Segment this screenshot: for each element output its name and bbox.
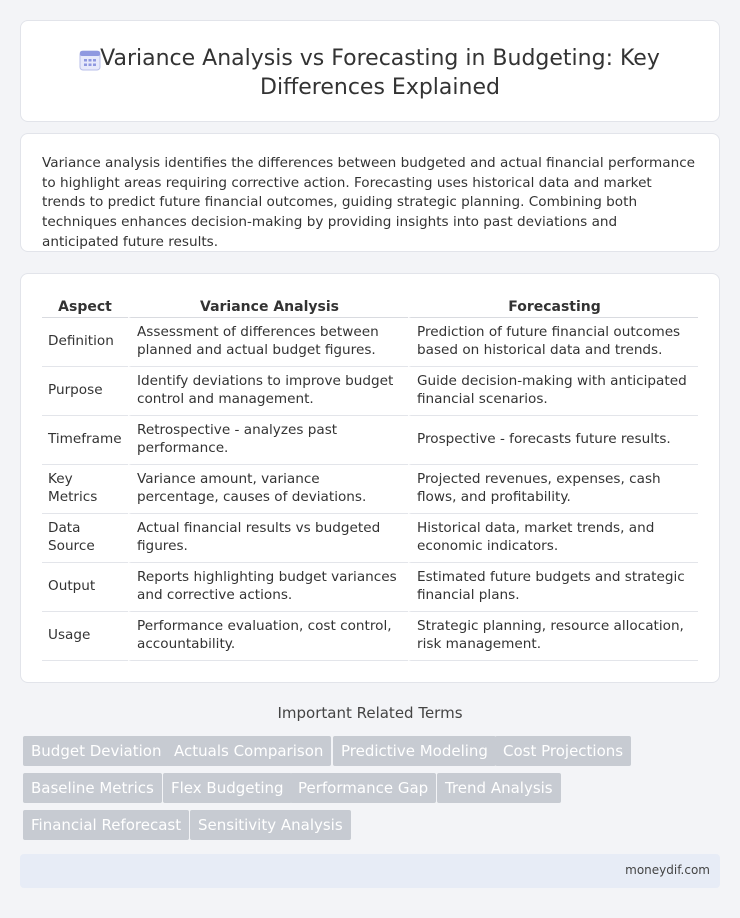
cell-variance: Assessment of differences between planned and actual budget figures. [128, 318, 408, 367]
related-term-chip[interactable]: Cost Projections [495, 736, 631, 766]
cell-forecasting: Estimated future budgets and strategic financial plans. [408, 563, 698, 612]
intro-card [20, 133, 720, 252]
related-term-chip[interactable]: Financial Reforecast [23, 810, 189, 840]
table-row [42, 465, 698, 514]
cell-aspect: Purpose [42, 367, 128, 416]
cell-aspect: Key Metrics [42, 465, 128, 514]
cell-variance: Retrospective - analyzes past performance. [128, 416, 408, 465]
comparison-table [42, 297, 698, 661]
cell-forecasting: Strategic planning, resource allocation, risk management. [408, 612, 698, 661]
related-term-chip[interactable]: Baseline Metrics [23, 773, 162, 803]
table-row [42, 318, 698, 367]
table-row [42, 563, 698, 612]
cell-variance: Reports highlighting budget variances and corrective actions. [128, 563, 408, 612]
cell-forecasting: Prediction of future financial outcomes based on historical data and trends. [408, 318, 698, 367]
cell-aspect: Definition [42, 318, 128, 367]
cell-forecasting: Guide decision-making with anticipated financial scenarios. [408, 367, 698, 416]
related-term-chip[interactable]: Trend Analysis [437, 773, 561, 803]
cell-variance: Identify deviations to improve budget control and management. [128, 367, 408, 416]
cell-forecasting: Historical data, market trends, and economic indicators. [408, 514, 698, 563]
cell-variance: Performance evaluation, cost control, accountability. [128, 612, 408, 661]
table-row [42, 416, 698, 465]
comparison-card [20, 273, 720, 683]
table-row [42, 612, 698, 661]
related-terms-title: Important Related Terms [277, 704, 463, 722]
cell-forecasting: Projected revenues, expenses, cash flows, and profitability. [408, 465, 698, 514]
table-row [42, 514, 698, 563]
cell-variance: Actual financial results vs budgeted figures. [128, 514, 408, 563]
cell-aspect: Timeframe [42, 416, 128, 465]
related-term-chip[interactable]: Performance Gap [290, 773, 436, 803]
intro-paragraph: Variance analysis identifies the differences between budgeted and actual financial performance to highlight areas requiring corrective action. Forecasting uses historical data and market trends to predict future financial outcomes, guiding strategic planning. Combining both techniques enhances decision-making by providing insights into past deviations and anticipated future results. [42, 155, 696, 250]
related-term-chip[interactable]: Predictive Modeling [333, 736, 496, 766]
related-term-chip[interactable]: Actuals Comparison [166, 736, 331, 766]
cell-forecasting: Prospective - forecasts future results. [408, 416, 698, 465]
footer [20, 854, 720, 888]
title-card [20, 20, 720, 122]
header-aspect: Aspect [42, 297, 128, 318]
related-term-chip[interactable]: Flex Budgeting [163, 773, 292, 803]
cell-aspect: Output [42, 563, 128, 612]
header-forecasting: Forecasting [408, 297, 698, 318]
related-term-chip[interactable]: Sensitivity Analysis [190, 810, 351, 840]
page-title: Variance Analysis vs Forecasting in Budgeting: Key Differences Explained [100, 46, 660, 100]
table-header-row [42, 297, 698, 318]
cell-aspect: Usage [42, 612, 128, 661]
footer-site-link[interactable]: moneydif.com [625, 863, 710, 877]
cell-aspect: Data Source [42, 514, 128, 563]
header-variance-analysis: Variance Analysis [128, 297, 408, 318]
related-term-chip[interactable]: Budget Deviation [23, 736, 169, 766]
cell-variance: Variance amount, variance percentage, causes of deviations. [128, 465, 408, 514]
table-row [42, 367, 698, 416]
